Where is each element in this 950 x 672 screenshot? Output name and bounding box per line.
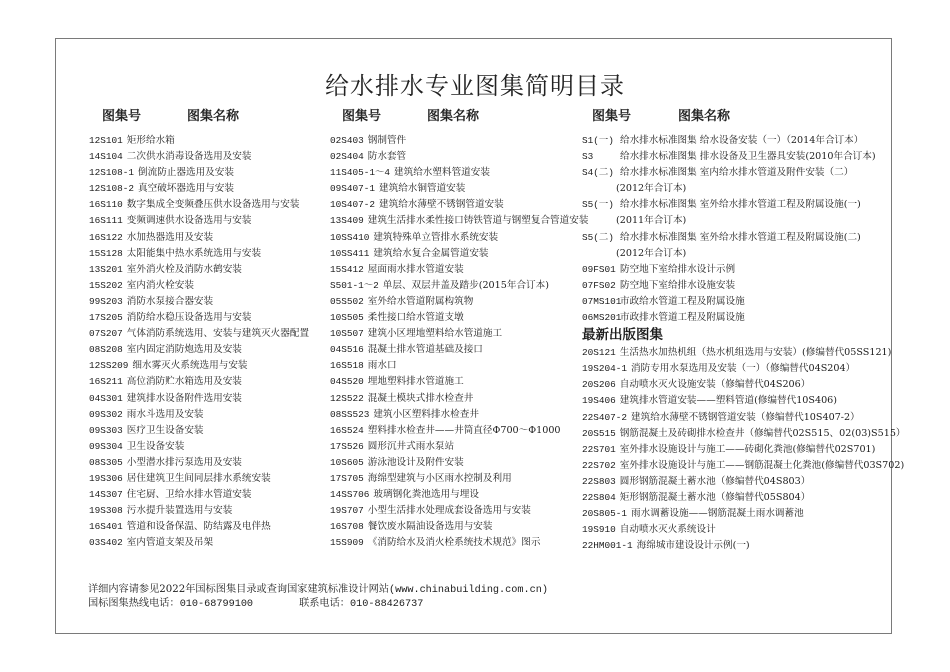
atlas-name: 埋地塑料排水管道施工 — [367, 376, 464, 388]
atlas-name: 圆形钢筋混凝土蓄水池（修编替代04S803） — [619, 475, 811, 487]
catalog-entry — [89, 165, 309, 181]
contact-label: 联系电话： — [299, 598, 350, 609]
footer-line-website — [88, 583, 548, 597]
catalog-entry — [89, 294, 309, 310]
catalog-entry — [330, 358, 588, 374]
atlas-name: 市政给水管道工程及附属设施 — [620, 295, 745, 307]
catalog-entry — [89, 487, 309, 503]
atlas-code: 22S701 — [582, 443, 616, 455]
atlas-name: 生活热水加热机组（热水机组选用与安装）(修编替代05SS121) — [619, 347, 892, 359]
atlas-name: 自动喷水灭火系统设计 — [619, 524, 716, 536]
catalog-entry — [89, 181, 309, 197]
catalog-entry — [330, 181, 588, 197]
atlas-name: 建筑给水铜管道安装 — [379, 183, 466, 195]
catalog-entry — [330, 391, 588, 407]
catalog-column-1 — [89, 133, 309, 551]
atlas-code: 20S805-1 — [582, 508, 628, 520]
atlas-name: 建筑小区埋地塑料给水管道施工 — [367, 328, 503, 340]
atlas-name: 给水排水标准图集 排水设备及卫生器具安装(2010年合订本) — [620, 151, 876, 163]
atlas-code: 10S505 — [330, 312, 364, 324]
catalog-entry — [582, 294, 906, 310]
atlas-edition: (2012年合订本) — [616, 247, 687, 259]
atlas-name: 倒流防止器选用及安装 — [138, 167, 234, 179]
catalog-entry — [582, 278, 906, 294]
atlas-name: 室内管道支架及吊架 — [126, 537, 214, 549]
atlas-code: 12S101 — [89, 135, 123, 146]
atlas-code: S501-1～2 — [330, 279, 379, 291]
atlas-name: 小型生活排水处理成套设备选用与安装 — [367, 505, 531, 517]
header-code: 图集号 — [342, 109, 382, 124]
atlas-name: 室外消火栓及消防水鹤安装 — [126, 263, 242, 275]
atlas-code: 20S515 — [582, 427, 616, 439]
catalog-column-2 — [330, 133, 588, 551]
atlas-name: 混凝土排水管道基础及接口 — [367, 344, 483, 356]
atlas-name: 建筑排水设备附件选用安装 — [126, 392, 242, 404]
atlas-name: 防空地下室给排水设施安装 — [620, 279, 736, 291]
atlas-code: 16S111 — [89, 215, 123, 227]
website-link[interactable]: (www.chinabuilding.com.cn) — [389, 585, 548, 596]
catalog-entry — [330, 197, 588, 213]
atlas-code: 13S409 — [330, 215, 364, 227]
atlas-name: 变频调速供水设备选用与安装 — [126, 215, 252, 227]
catalog-entry — [330, 407, 588, 423]
atlas-code: 14SS706 — [330, 489, 370, 501]
catalog-entry — [330, 439, 588, 455]
atlas-code: S5(二) — [582, 231, 614, 243]
atlas-code: 16S211 — [89, 376, 123, 388]
atlas-name: 室内固定消防炮选用及安装 — [126, 344, 242, 356]
atlas-name: 建筑特殊单立管排水系统安装 — [373, 231, 499, 243]
catalog-entry — [330, 149, 588, 165]
atlas-name: 玻璃钢化粪池选用与埋设 — [373, 489, 479, 501]
atlas-name: 建筑给水复合金属管道安装 — [373, 247, 489, 259]
catalog-entry — [582, 522, 906, 538]
catalog-entry — [89, 213, 309, 229]
atlas-code: 09S303 — [89, 424, 123, 436]
atlas-name: 室外排水设施设计与施工——钢筋混凝土化粪池(修编替代03S702) — [619, 459, 905, 471]
catalog-entry — [582, 538, 906, 554]
catalog-entry — [89, 503, 309, 519]
atlas-edition: (2011年合订本) — [616, 215, 687, 227]
atlas-code: 22S407-2 — [582, 411, 628, 423]
atlas-code: 10S605 — [330, 456, 364, 468]
catalog-entry-continuation — [582, 213, 906, 229]
atlas-name: 真空破坏器选用与安装 — [138, 183, 234, 195]
catalog-entry — [330, 310, 588, 326]
atlas-name: 单层、双层井盖及踏步(2015年合订本) — [382, 279, 549, 291]
atlas-code: S1(一) — [582, 135, 614, 146]
atlas-code: 16S401 — [89, 521, 123, 533]
atlas-code: 12S522 — [330, 392, 364, 404]
atlas-code: 15S128 — [89, 247, 123, 259]
atlas-code: 07FS02 — [582, 279, 616, 291]
atlas-name: 室外排水设施设计与施工——砖砌化粪池(修编替代02S701) — [619, 443, 876, 455]
catalog-entry — [330, 262, 588, 278]
atlas-name: 防空地下室给排水设计示例 — [620, 263, 736, 275]
atlas-code: S3 — [582, 151, 594, 163]
catalog-entry — [89, 519, 309, 535]
atlas-name: 《消防给水及消火栓系统技术规范》图示 — [367, 537, 541, 549]
atlas-name: 建筑给水塑料管道安装 — [394, 167, 490, 179]
catalog-entry — [582, 149, 906, 165]
footer-line-phones — [88, 597, 548, 611]
atlas-name: 雨水斗选用及安装 — [126, 408, 204, 420]
hotline-number: 010-68799100 — [179, 599, 254, 610]
catalog-entry — [330, 246, 588, 262]
atlas-code: 03S402 — [89, 537, 123, 549]
atlas-code: 07S207 — [89, 328, 123, 340]
atlas-name: 室外给水管道附属构筑物 — [367, 295, 474, 307]
atlas-code: 12S108-2 — [89, 183, 135, 195]
hotline-label: 国标图集热线电话： — [88, 598, 180, 609]
catalog-entry — [89, 455, 309, 471]
catalog-entry — [582, 458, 906, 474]
atlas-code: 17S705 — [330, 472, 364, 484]
footer-note — [88, 583, 548, 611]
catalog-entry-continuation — [582, 181, 906, 197]
atlas-name: 市政排水管道工程及附属设施 — [620, 312, 745, 324]
atlas-name: 居住建筑卫生间同层排水系统安装 — [126, 472, 271, 484]
catalog-entry — [582, 197, 906, 213]
atlas-edition: (2012年合订本) — [616, 183, 687, 195]
atlas-name: 管道和设备保温、防结露及电伴热 — [126, 521, 271, 533]
atlas-code: 08SS523 — [330, 408, 370, 420]
catalog-entry — [89, 310, 309, 326]
catalog-entry — [89, 374, 309, 390]
atlas-name: 高位消防贮水箱选用及安装 — [126, 376, 242, 388]
catalog-entry — [330, 165, 588, 181]
catalog-entry — [89, 133, 309, 149]
catalog-entry — [330, 487, 588, 503]
atlas-code: 19S308 — [89, 505, 123, 517]
catalog-entry — [582, 262, 906, 278]
atlas-name: 矩形给水箱 — [126, 135, 175, 146]
atlas-code: 15S202 — [89, 279, 123, 291]
atlas-name: 塑料排水检查井——井筒直径Φ700～Φ1000 — [367, 424, 561, 436]
catalog-entry — [582, 442, 906, 458]
catalog-entry — [582, 426, 906, 442]
catalog-entry — [330, 342, 588, 358]
atlas-name: 小型潜水排污泵选用及安装 — [126, 456, 242, 468]
catalog-entry — [89, 342, 309, 358]
atlas-code: 15S412 — [330, 263, 364, 275]
catalog-entry — [89, 278, 309, 294]
catalog-entry — [89, 197, 309, 213]
atlas-code: 09S304 — [89, 440, 123, 452]
catalog-entry — [330, 374, 588, 390]
atlas-code: 22HM001-1 — [582, 540, 633, 552]
atlas-code: 12SS209 — [89, 360, 129, 372]
atlas-code: 15S909 — [330, 537, 364, 549]
atlas-code: 10S407-2 — [330, 199, 376, 211]
catalog-entry — [89, 535, 309, 551]
header-code: 图集号 — [592, 109, 632, 124]
atlas-name: 钢筋混凝土及砖砌排水检查井（修编替代02S515、02(03)S515） — [619, 427, 906, 439]
catalog-entry — [330, 230, 588, 246]
atlas-code: 16S524 — [330, 424, 364, 436]
atlas-name: 数字集成全变频叠压供水设备选用与安装 — [126, 199, 300, 211]
atlas-code: 10S507 — [330, 328, 364, 340]
atlas-code: 05S502 — [330, 295, 364, 307]
atlas-code: 20S121 — [582, 347, 616, 359]
catalog-entry — [89, 230, 309, 246]
atlas-name: 建筑排水管道安装——塑料管道(修编替代10S406) — [619, 395, 838, 407]
atlas-code: 22S803 — [582, 475, 616, 487]
catalog-entry — [582, 474, 906, 490]
atlas-name: 海绵城市建设设计示例(一) — [636, 540, 750, 552]
atlas-name: 游泳池设计及附件安装 — [367, 456, 464, 468]
footer-website-text: 详细内容请参见2022年国标图集目录或查询国家建筑标准设计网站 — [88, 584, 389, 595]
catalog-entry — [89, 262, 309, 278]
atlas-code: 04S301 — [89, 392, 123, 404]
atlas-name: 太阳能集中热水系统选用与安装 — [126, 247, 262, 259]
atlas-name: 给水排水标准图集 室外给水排水管道工程及附属设施(二) — [620, 231, 861, 243]
atlas-name: 自动喷水灭火设施安装（修编替代04S206） — [619, 379, 811, 391]
catalog-entry — [582, 377, 906, 393]
catalog-entry — [330, 471, 588, 487]
catalog-entry — [89, 423, 309, 439]
catalog-entry — [89, 246, 309, 262]
atlas-code: 19S406 — [582, 395, 616, 407]
catalog-entry — [89, 391, 309, 407]
atlas-code: 22S702 — [582, 459, 616, 471]
catalog-entry — [582, 165, 906, 181]
catalog-entry — [330, 133, 588, 149]
catalog-entry — [582, 490, 906, 506]
catalog-entry — [89, 407, 309, 423]
catalog-entry — [330, 535, 588, 551]
catalog-entry — [330, 213, 588, 229]
atlas-name: 钢制管件 — [367, 135, 407, 146]
catalog-entry — [330, 423, 588, 439]
atlas-name: 消防专用水泵选用及安装（一）（修编替代04S204） — [631, 363, 856, 375]
atlas-name: 屋面雨水排水管道安装 — [367, 263, 464, 275]
catalog-entry — [330, 455, 588, 471]
atlas-code: 08S208 — [89, 344, 123, 356]
catalog-entry — [582, 230, 906, 246]
atlas-code: 12S108-1 — [89, 167, 135, 179]
atlas-name: 水加热器选用及安装 — [126, 231, 214, 243]
atlas-code: 09S302 — [89, 408, 123, 420]
atlas-name: 室内消火栓安装 — [126, 279, 194, 291]
catalog-entry — [582, 410, 906, 426]
catalog-entry — [89, 358, 309, 374]
atlas-code: 02S403 — [330, 135, 364, 146]
atlas-name: 雨水口 — [367, 360, 397, 372]
atlas-name: 海绵型建筑与小区雨水控制及利用 — [367, 472, 512, 484]
atlas-code: S5(一) — [582, 199, 614, 211]
atlas-code: 09FS01 — [582, 263, 616, 275]
catalog-column-3 — [582, 133, 906, 554]
atlas-code: 16S110 — [89, 199, 123, 211]
atlas-name: 混凝土模块式排水检查井 — [367, 392, 474, 404]
atlas-code: 08S305 — [89, 456, 123, 468]
atlas-name: 柔性接口给水管道支墩 — [367, 312, 464, 324]
header-code: 图集号 — [102, 109, 142, 124]
atlas-code: 17S526 — [330, 440, 364, 452]
catalog-entry — [582, 133, 906, 149]
atlas-name: 建筑小区塑料排水检查井 — [373, 408, 479, 420]
catalog-entry — [582, 345, 906, 361]
atlas-code: 22S804 — [582, 491, 616, 503]
atlas-code: 19S306 — [89, 472, 123, 484]
atlas-code: 02S404 — [330, 151, 364, 163]
catalog-entry — [582, 393, 906, 409]
catalog-entry — [89, 471, 309, 487]
atlas-code: S4(二) — [582, 167, 614, 179]
atlas-name: 建筑给水薄壁不锈钢管道安装 — [379, 199, 504, 211]
atlas-name: 餐饮废水隔油设备选用与安装 — [367, 521, 493, 533]
atlas-name: 给水排水标准图集 给水设备安装（一）（2014年合订本） — [620, 135, 864, 146]
atlas-name: 矩形钢筋混凝土蓄水池（修编替代05S804） — [619, 491, 811, 503]
catalog-entry — [330, 503, 588, 519]
catalog-entry — [330, 519, 588, 535]
atlas-code: 20S206 — [582, 379, 616, 391]
atlas-code: 19S707 — [330, 505, 364, 517]
atlas-name: 细水雾灭火系统选用与安装 — [132, 360, 248, 372]
atlas-code: 19S204-1 — [582, 363, 628, 375]
atlas-name: 建筑生活排水柔性接口铸铁管道与钢塑复合管道安装 — [367, 215, 589, 227]
atlas-name: 防水套管 — [367, 151, 407, 163]
atlas-code: 13S201 — [89, 263, 123, 275]
catalog-entry — [582, 310, 906, 326]
atlas-name: 消防给水稳压设备选用与安装 — [126, 312, 252, 324]
catalog-entry-continuation — [582, 246, 906, 262]
atlas-code: 16S518 — [330, 360, 364, 372]
atlas-name: 消防水泵接合器安装 — [126, 295, 214, 307]
atlas-name: 给水排水标准图集 室内给水排水管道及附件安装（二） — [620, 167, 854, 179]
atlas-name: 气体消防系统选用、安装与建筑灭火器配置 — [126, 328, 310, 340]
section-title-new-releases: 最新出版图集 — [582, 327, 663, 344]
atlas-code: 04S520 — [330, 376, 364, 388]
atlas-code: 07MS101 — [582, 295, 622, 307]
header-name: 图集名称 — [678, 109, 731, 124]
atlas-code: 14S307 — [89, 489, 123, 501]
atlas-name: 建筑给水薄壁不锈钢管道安装（修编替代10S407-2） — [631, 411, 860, 423]
catalog-entry — [330, 278, 588, 294]
catalog-entry — [582, 361, 906, 377]
atlas-code: 09S407-1 — [330, 183, 376, 195]
catalog-entry — [89, 149, 309, 165]
atlas-name: 圆形沉井式雨水泵站 — [367, 440, 455, 452]
atlas-code: 06MS201 — [582, 312, 622, 324]
header-name: 图集名称 — [187, 109, 240, 124]
atlas-code: 16S122 — [89, 231, 123, 243]
atlas-name: 二次供水消毒设备选用及安装 — [126, 151, 252, 163]
atlas-code: 04S516 — [330, 344, 364, 356]
atlas-code: 10SS411 — [330, 247, 370, 259]
atlas-code: 14S104 — [89, 151, 123, 163]
catalog-entry — [582, 506, 906, 522]
catalog-entry — [89, 439, 309, 455]
atlas-name: 给水排水标准图集 室外给水排水管道工程及附属设施(一) — [620, 199, 861, 211]
contact-number: 010-88426737 — [350, 599, 424, 610]
atlas-code: 19S910 — [582, 524, 616, 536]
catalog-entry — [330, 294, 588, 310]
atlas-code: 99S203 — [89, 295, 123, 307]
atlas-name: 住宅厨、卫给水排水管道安装 — [126, 489, 252, 501]
atlas-code: 10SS410 — [330, 231, 370, 243]
atlas-code: 11S405-1～4 — [330, 167, 391, 179]
atlas-name: 卫生设备安装 — [126, 440, 185, 452]
atlas-name: 雨水调蓄设施——钢筋混凝土雨水调蓄池 — [631, 508, 804, 520]
atlas-code: 17S205 — [89, 312, 123, 324]
header-name: 图集名称 — [427, 109, 480, 124]
catalog-entry — [89, 326, 309, 342]
atlas-name: 医疗卫生设备安装 — [126, 424, 204, 436]
atlas-name: 污水提升装置选用与安装 — [126, 505, 233, 517]
catalog-entry — [330, 326, 588, 342]
atlas-code: 16S708 — [330, 521, 364, 533]
page-title: 给水排水专业图集简明目录 — [325, 72, 625, 100]
